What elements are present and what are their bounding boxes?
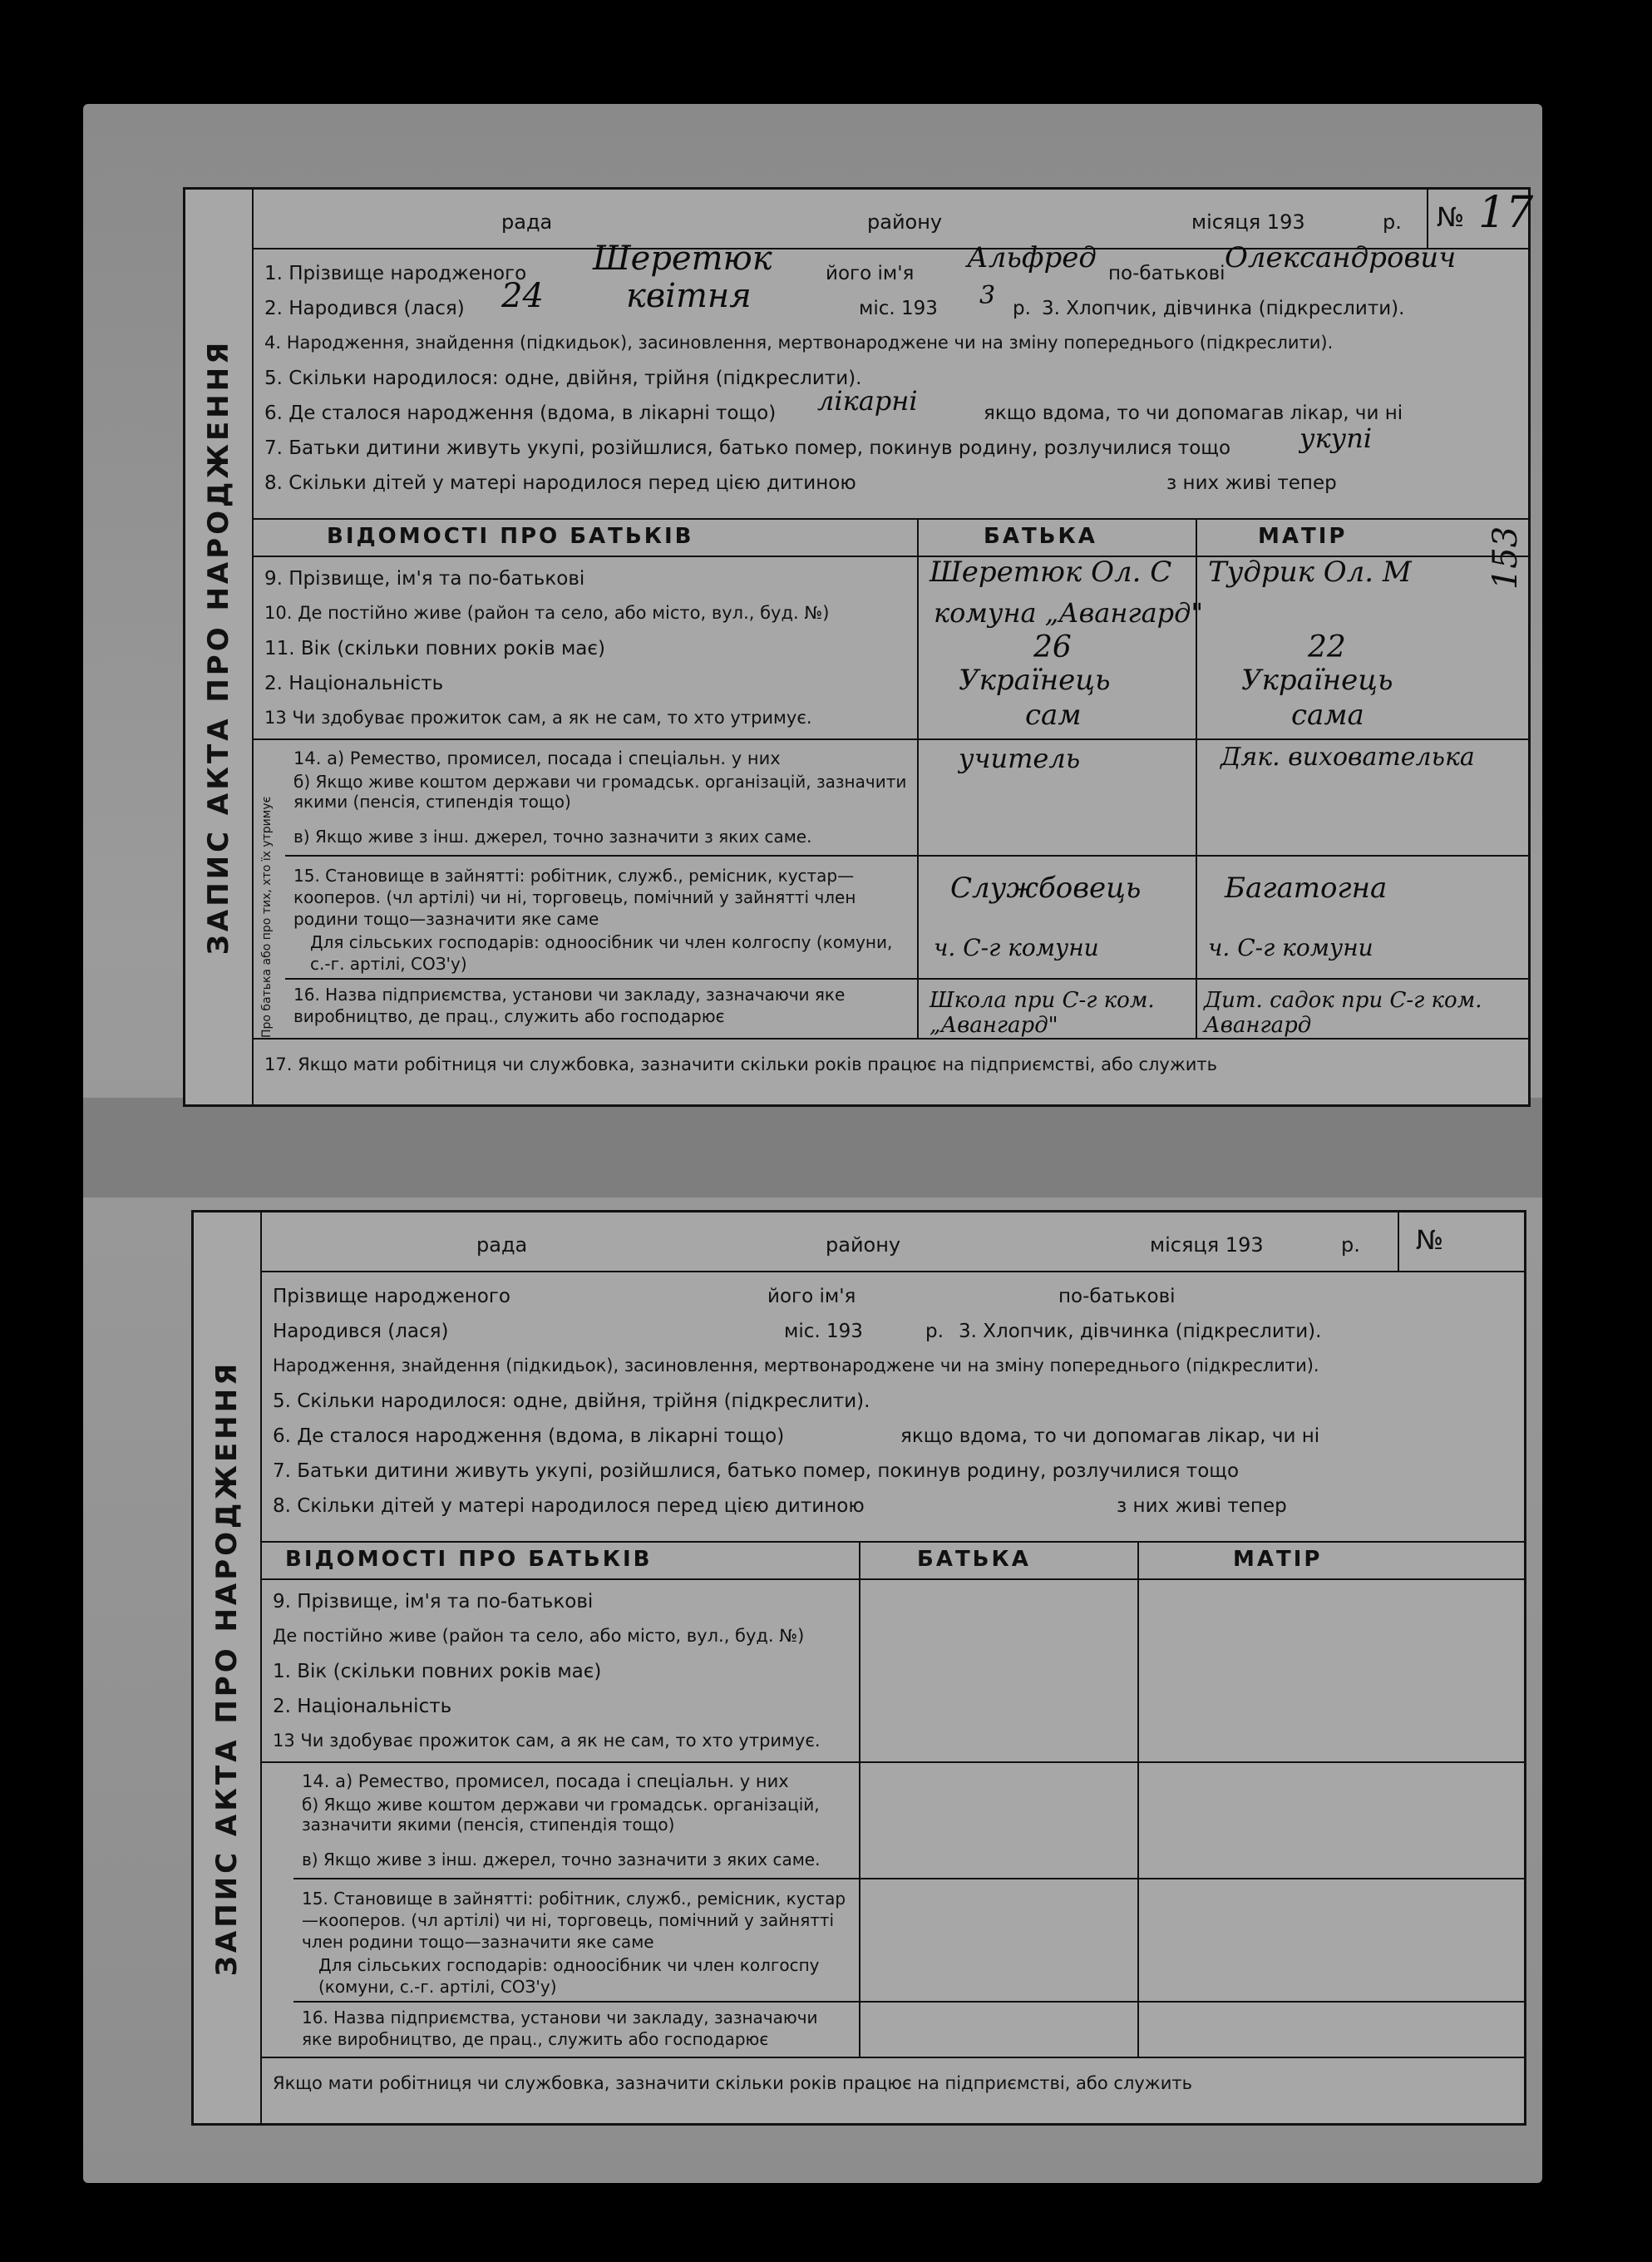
row-1-patronymic-bottom: по-батькові bbox=[1058, 1286, 1176, 1307]
table-row-10: 10. Де постійно живе (район та село, або місто, вул., буд. №) bbox=[264, 603, 830, 623]
table-head-father: БАТЬКА bbox=[984, 524, 1097, 549]
table-head-mother: МАТІР bbox=[1258, 524, 1348, 549]
side-column bbox=[185, 190, 254, 1104]
birth-record-form-top bbox=[183, 187, 1534, 1107]
row-6-bottom: 6. Де сталося народження (вдома, в лікарні тощо) bbox=[273, 1425, 785, 1447]
hw-father-occ: учитель bbox=[959, 743, 1081, 774]
table-row-17-bottom: Якщо мати робітниця чи службовка, зазначити скільки років працює на підприємстві, або служить bbox=[273, 2073, 1192, 2093]
header-month-bottom: місяця 193 bbox=[1150, 1233, 1264, 1257]
table-divider-13-bottom bbox=[260, 1761, 1524, 1763]
table-row-12: 2. Національність bbox=[264, 673, 444, 694]
hw-mother-age: 22 bbox=[1308, 630, 1346, 664]
row-4: 4. Народження, знайдення (підкидьок), засиновлення, мертвонароджене чи на зміну попереднього (підкреслити). bbox=[264, 333, 1334, 353]
row-1-patronymic: по-батькові bbox=[1108, 263, 1225, 284]
row-2-mis-bottom: міс. 193 bbox=[784, 1321, 863, 1342]
row-7-bottom: 7. Батьки дитини живуть укупі, розійшлися, батько помер, покинув родину, розлучилися тощо bbox=[273, 1460, 1240, 1482]
side-title: ЗАПИС АКТА ПРО НАРОДЖЕННЯ bbox=[202, 338, 235, 956]
birth-record-form-bottom bbox=[191, 1210, 1526, 2126]
table-head-info: ВІДОМОСТІ ПРО БАТЬКІВ bbox=[327, 524, 694, 549]
hw-patronymic: Олександрович bbox=[1225, 241, 1457, 274]
header-rayonu-bottom: району bbox=[826, 1233, 901, 1257]
table-row-15-bottom: 15. Становище в зайнятті: робітник, служб., ремісник, кустар—кооперов. (чл артілі) чи ні, торговець, помічний у зайнятті член родини тощо—зазначити яке саме bbox=[302, 1889, 846, 1952]
table-divider-head-bottom bbox=[260, 1578, 1524, 1580]
table-row-14c: в) Якщо живе з інш. джерел, точно зазначити з яких саме. bbox=[293, 827, 812, 847]
table-row-16: 16. Назва підприємства, установи чи закладу, зазначаючи яке виробництво, де прац., служить або господарює bbox=[293, 985, 846, 1026]
number-sign: № bbox=[1437, 201, 1465, 233]
header-rayonu: району bbox=[867, 210, 943, 234]
table-row-13-bottom: 13 Чи здобуває прожиток сам, а як не сам, то хто утримує. bbox=[273, 1731, 821, 1751]
row-2: 2. Народився (лася) bbox=[264, 298, 465, 319]
table-row-15-farm-bottom: Для сільських господарів: одноосібник чи член колгоспу (комуни, с.-г. артілі, СОЗ'у) bbox=[318, 1955, 820, 1997]
hw-parents: укупі bbox=[1299, 422, 1373, 454]
row-1-name-bottom: його ім'я bbox=[767, 1286, 856, 1307]
hw-father-farm: ч. С-г комуни bbox=[934, 934, 1099, 961]
hw-place: лікарні bbox=[817, 385, 918, 417]
col-divider-1 bbox=[917, 518, 919, 1038]
row-5: 5. Скільки народилося: одне, двійня, трійня (підкреслити). bbox=[264, 368, 862, 389]
header-divider-bottom bbox=[260, 1271, 1524, 1272]
row-8: 8. Скільки дітей у матері народилося перед цією дитиною bbox=[264, 472, 856, 494]
header-month: місяця 193 bbox=[1191, 210, 1305, 234]
table-divider-top bbox=[252, 518, 1528, 520]
table-row-12-bottom: 2. Національність bbox=[273, 1696, 452, 1717]
hw-mother-occ: Дяк. вихователька bbox=[1221, 743, 1475, 772]
side-title-bottom: ЗАПИС АКТА ПРО НАРОДЖЕННЯ bbox=[210, 1360, 244, 1976]
table-head-info-bottom: ВІДОМОСТІ ПРО БАТЬКІВ bbox=[285, 1547, 653, 1572]
table-head-father-bottom: БАТЬКА bbox=[917, 1547, 1031, 1572]
table-divider-top-bottom bbox=[260, 1541, 1524, 1543]
table-row-15-farm: Для сільських господарів: одноосібник чи член колгоспу (комуни, с.-г. артілі, СОЗ'у) bbox=[310, 932, 893, 974]
row-8-rest-bottom: з них живі тепер bbox=[1117, 1495, 1287, 1517]
hw-mother-status: Багатогна bbox=[1225, 872, 1388, 905]
row-2-gender: 3. Хлопчик, дівчинка (підкреслити). bbox=[1042, 298, 1405, 319]
hw-father-name: Шеретюк Ол. С bbox=[930, 556, 1172, 589]
row-5-bottom: 5. Скільки народилося: одне, двійня, трійня (підкреслити). bbox=[273, 1390, 870, 1412]
table-row-9-bottom: 9. Прізвище, ім'я та по-батькові bbox=[273, 1591, 594, 1613]
hw-mother-name: Тудрик Ол. М bbox=[1208, 556, 1412, 589]
table-divider-14 bbox=[285, 855, 1528, 857]
hw-name: Альфред bbox=[967, 241, 1097, 274]
row-6-rest: якщо вдома, то чи допомагав лікар, чи ні bbox=[984, 403, 1403, 424]
table-divider-15-bottom bbox=[293, 2001, 1524, 2003]
hw-father-age: 26 bbox=[1033, 630, 1072, 664]
row-6: 6. Де сталося народження (вдома, в лікарні тощо) bbox=[264, 403, 777, 424]
torn-edge bbox=[83, 1098, 1542, 1198]
table-row-16-bottom: 16. Назва підприємства, установи чи закладу, зазначаючи яке виробництво, де прац., служить або господарює bbox=[302, 2008, 818, 2049]
row-6-rest-bottom: якщо вдома, то чи допомагав лікар, чи ні bbox=[900, 1425, 1320, 1447]
row-8-rest: з них живі тепер bbox=[1166, 472, 1337, 494]
number-sign-bottom: № bbox=[1416, 1224, 1444, 1256]
hw-father-work: Школа при С-г ком. „Авангард" bbox=[930, 988, 1155, 1038]
hw-mother-farm: ч. С-г комуни bbox=[1208, 934, 1373, 961]
table-divider-13 bbox=[252, 738, 1528, 740]
hw-year: 3 bbox=[979, 281, 996, 310]
table-row-14b: б) Якщо живе коштом держави чи громадськ. організацій, зазначити якими (пенсія, стипендія тощо) bbox=[293, 772, 907, 812]
record-number: 17 bbox=[1478, 188, 1534, 238]
hw-residence: комуна „Авангард" bbox=[934, 597, 1204, 629]
hw-month: квітня bbox=[626, 277, 752, 315]
row-2-bottom: Народився (лася) bbox=[273, 1321, 449, 1342]
hw-father-nat: Українець bbox=[959, 664, 1111, 697]
hw-margin-number: 153 bbox=[1487, 526, 1526, 590]
row-1-bottom: Прізвище народженого bbox=[273, 1286, 510, 1307]
table-divider-15 bbox=[285, 978, 1528, 980]
table-divider-16 bbox=[252, 1038, 1528, 1040]
row-4-bottom: Народження, знайдення (підкидьок), засиновлення, мертвонароджене чи на зміну попереднього (підкреслити). bbox=[273, 1356, 1319, 1375]
hw-surname: Шеретюк bbox=[593, 240, 772, 278]
table-divider-16-bottom bbox=[260, 2057, 1524, 2058]
side-column-bottom bbox=[194, 1212, 262, 2123]
row-2-mis: міс. 193 bbox=[859, 298, 938, 319]
hw-father-status: Службовець bbox=[950, 872, 1142, 905]
table-divider-14-bottom bbox=[293, 1878, 1524, 1879]
col-divider-1-bottom bbox=[859, 1541, 861, 2057]
hw-father-supp: сам bbox=[1025, 699, 1082, 732]
hw-mother-nat: Українець bbox=[1241, 664, 1393, 697]
hw-mother-work: Дит. садок при С-г ком. Авангард bbox=[1204, 988, 1482, 1038]
side-subtitle: Про батька або про тих, хто їх утримує bbox=[260, 796, 274, 1038]
table-row-17: 17. Якщо мати робітниця чи службовка, зазначити скільки років працює на підприємстві, або служить bbox=[264, 1054, 1218, 1074]
table-row-14a: 14. а) Ремество, промисел, посада і спеціальн. у них bbox=[293, 748, 781, 768]
row-7: 7. Батьки дитини живуть укупі, розійшлися, батько помер, покинув родину, розлучилися тощо bbox=[264, 437, 1231, 459]
row-2-r-bottom: р. bbox=[925, 1321, 944, 1342]
table-row-13: 13 Чи здобуває прожиток сам, а як не сам, то хто утримує. bbox=[264, 708, 812, 728]
row-1: 1. Прізвище народженого bbox=[264, 263, 527, 284]
table-row-10-bottom: Де постійно живе (район та село, або місто, вул., буд. №) bbox=[273, 1626, 805, 1646]
table-row-9: 9. Прізвище, ім'я та по-батькові bbox=[264, 568, 585, 590]
table-row-15: 15. Становище в зайнятті: робітник, служб., ремісник, кустар—кооперов. (чл артілі) чи ні, торговець, помічний у зайнятті член родини тощо—зазначити яке саме bbox=[293, 866, 856, 929]
hw-mother-supp: сама bbox=[1291, 699, 1364, 732]
table-row-14b-bottom: б) Якщо живе коштом держави чи громадськ. організацій, зазначити якими (пенсія, стипендія тощо) bbox=[302, 1795, 820, 1835]
hw-day: 24 bbox=[501, 277, 544, 315]
table-row-14c-bottom: в) Якщо живе з інш. джерел, точно зазначити з яких саме. bbox=[302, 1850, 821, 1869]
row-2-r: р. bbox=[1013, 298, 1031, 319]
col-divider-2-bottom bbox=[1137, 1541, 1139, 2057]
table-row-11-bottom: 1. Вік (скільки повних років має) bbox=[273, 1661, 602, 1682]
header-r-bottom: р. bbox=[1341, 1233, 1360, 1257]
header-rada: рада bbox=[501, 210, 553, 234]
table-head-mother-bottom: МАТІР bbox=[1233, 1547, 1323, 1572]
col-divider-2 bbox=[1196, 518, 1197, 1038]
table-row-11: 11. Вік (скільки повних років має) bbox=[264, 638, 606, 659]
table-row-14a-bottom: 14. а) Ремество, промисел, посада і спеціальн. у них bbox=[302, 1771, 789, 1791]
header-r: р. bbox=[1383, 210, 1402, 234]
row-8-bottom: 8. Скільки дітей у матері народилося перед цією дитиною bbox=[273, 1495, 865, 1517]
record-number-box-bottom bbox=[1398, 1212, 1524, 1272]
row-1-name: його ім'я bbox=[826, 263, 915, 284]
row-2-gender-bottom: 3. Хлопчик, дівчинка (підкреслити). bbox=[959, 1321, 1322, 1342]
header-rada-bottom: рада bbox=[476, 1233, 528, 1257]
